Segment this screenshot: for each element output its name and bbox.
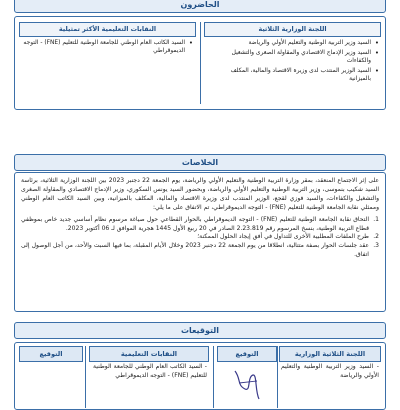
divider <box>213 346 214 408</box>
union-signatory: - السيد الكاتب العام الوطني للجامعة الوطنية للتعليم (FNE) - التوجه الديموقراطي <box>93 363 207 379</box>
agreement-point <box>21 242 379 260</box>
ministry-signature-header: التوقيع <box>217 346 277 362</box>
conclusions-intro: على إثر الاجتماع المنعقد، بمقر وزارة التربية الوطنية والتعليم الأولي والرياضة، يوم الجمعة 22 دجنبر 2023 بين اللجنة الوزارية الثلاثية، برئاسة السيد شكيب بنموسى، وزير التربية الوطنية والتعليم الأولي والرياضة، وبحضور السيد يونس السكوري، وزير الإدماج الاقتصادي والمقاولة الصغرى والتشغيل والكفاءات، والسيد فوزي لقجع، الوزير المنتدب لدى وزيرة الاقتصاد والمالية، المكلف بالميزانية، وبين السيد الكاتب العام الوطني وممثلي نقابة الجامعة الوطنية للتعليم (FNE) - التوجه الديموقراطي، تم الاتفاق على ما يلي: <box>21 177 379 211</box>
column-divider <box>200 22 201 104</box>
union-attendees-list <box>23 39 193 57</box>
point-text: عقد جلسات الحوار بصفة متتالية، انطلاقا من يوم الجمعة 22 دجنبر 2023 وخلال الأيام المقبلة، بما فيها السبت والأحد، من أجل الوصول إلى اتفاق. <box>21 242 369 259</box>
signatures-header: التوقيعات <box>14 322 386 339</box>
union-signature-header: التوقيع <box>19 346 83 362</box>
attendance-header: الحاضرون <box>14 0 386 13</box>
attendee-item: • السيد الكاتب العام الوطني للجامعة الوطنية للتعليم (FNE) - التوجه الديموقراطي <box>23 39 193 55</box>
ministerial-committee-title: اللجنة الوزارية الثلاثية <box>204 22 381 37</box>
attendee-item: • السيد وزير التربية الوطنية والتعليم الأولي والرياضة <box>207 39 379 47</box>
attendee-item: • السيد وزير الإدماج الاقتصادي والمقاولة الصغرى والتشغيل والكفاءات <box>207 49 379 65</box>
ministerial-attendees-list <box>207 39 379 85</box>
agreement-point <box>21 233 379 242</box>
divider <box>277 346 278 408</box>
agreement-point <box>21 216 379 234</box>
conclusions-header: الخلاصات <box>14 154 386 171</box>
conclusions-box <box>14 172 386 312</box>
agreement-points <box>21 216 379 261</box>
attendee-item: • السيد الوزير المنتدب لدى وزيرة الاقتصاد والمالية، المكلف بالميزانية <box>207 67 379 83</box>
handwritten-signature-icon <box>227 365 267 405</box>
attendance-box <box>14 16 386 110</box>
point-text: طرح الملفات المطلبية الأخرى للتداول في أفق إيجاد الحلول الممكنة؛ <box>197 233 369 241</box>
unions-column-title: النقابات التعليمية الأكثر تمثيلية <box>19 22 196 37</box>
unions-column-header: النقابات التعليمية <box>89 346 209 362</box>
point-number: 1. <box>373 215 379 223</box>
ministry-signatory: - السيد وزير التربية الوطنية والتعليم الأولي والرياضة <box>281 363 379 379</box>
point-number: 3. <box>373 242 379 250</box>
point-text: التحاق نقابة الجامعة الوطنية للتعليم (FNE) - التوجه الديموقراطي بالحوار القطاعي حول صياغة مرسوم نظام أساسي جديد خاص بموظفي قطاع التربية الوطنية، بنسخ المرسوم رقم 2.23.819 الصادر في 20 ربيع الأول 1445 هجرية الموافق لـ 06 أكتوبر 2023. <box>21 215 370 232</box>
point-number: 2. <box>373 233 379 241</box>
ministry-column-header: اللجنة الثلاثية الوزارية <box>279 346 381 362</box>
divider <box>85 346 86 408</box>
